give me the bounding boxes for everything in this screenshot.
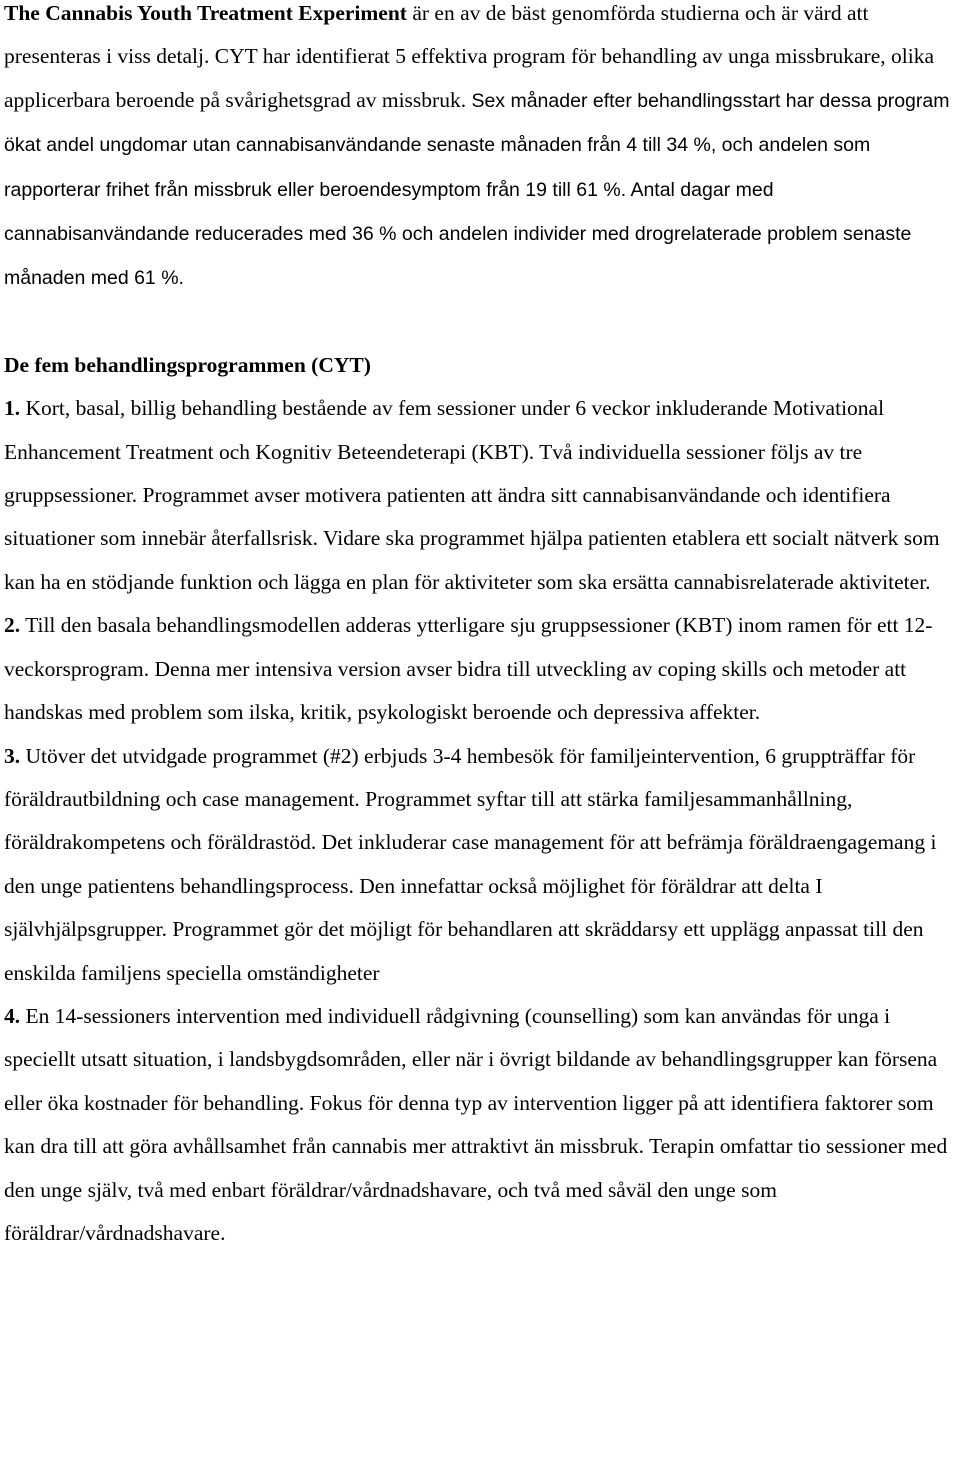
program-text: Utöver det utvidgade programmet (#2) erbjuds 3-4 hembesök för familjeintervention, 6 gruppträffar för föräldrautbildning och case management. Programmet syftar till att stärka familjesammanhållning, föräldrakompetens och föräldrastöd. Det inkluderar case management för att befrämja föräldraengagemang i den unge patientens behandlingsprocess. Den innefattar också möjlighet för föräldrar att delta I självhjälpsgrupper. Programmet gör det möjligt för behandlaren att skräddarsy ett upplägg anpassat till den enskilda familjens speciella omständigheter bbox=[4, 743, 937, 985]
program-item bbox=[4, 735, 956, 995]
program-item bbox=[4, 995, 956, 1255]
program-number: 2. bbox=[4, 613, 21, 638]
program-number: 1. bbox=[4, 396, 21, 421]
program-text: En 14-sessioners intervention med individuell rådgivning (counselling) som kan användas för unga i speciellt utsatt situation, i landsbygdsområden, eller när i övrigt bildande av behandlingsgrupper kan försena eller öka kostnader för behandling. Fokus för denna typ av intervention ligger på att identifiera faktorer som kan dra till att göra avhållsamhet från cannabis mer attraktivt än missbruk. Terapin omfattar tio sessioner med den unge själv, två med enbart föräldrar/vårdnadshavare, och två med såväl den unge som föräldrar/vårdnadshavare. bbox=[4, 1003, 948, 1245]
program-text: Kort, basal, billig behandling bestående av fem sessioner under 6 veckor inkluderande Motivational Enhancement Treatment och Kognitiv Beteendeterapi (KBT). Två individuella sessioner följs av tre gruppsessioner. Programmet avser motivera patienten att ändra sitt cannabisanvändande och identifiera situationer som innebär återfallsrisk. Vidare ska programmet hjälpa patienten etablera ett socialt nätverk som kan ha en stödjande funktion och lägga en plan för aktiviteter som ska ersätta cannabisrelaterade aktiviteter. bbox=[4, 396, 940, 594]
intro-results-text: Sex månader efter behandlingsstart har dessa program ökat andel ungdomar utan cannabisanvändande senaste månaden från 4 till 34 %, och andelen som rapporterar frihet från missbruk eller beroendesymptom från 19 till 61 %. Antal dagar med cannabisanvändande reducerades med 36 % och andelen individer med drogrelaterade problem senaste månaden med 61 %. bbox=[4, 89, 950, 290]
intro-text: är en av de bäst genomförda studierna och är värd att presenteras i viss detalj. CYT har identifierat 5 effektiva program för behandling av unga missbrukare, olika applicerbara beroende på svårighetsgrad av missbruk. bbox=[4, 1, 934, 112]
program-item bbox=[4, 387, 956, 604]
section-heading: De fem behandlingsprogrammen (CYT) bbox=[4, 352, 371, 377]
paragraph-gap bbox=[4, 301, 956, 344]
program-text: Till den basala behandlingsmodellen adderas ytterligare sju gruppsessioner (KBT) inom ramen för ett 12-veckorsprogram. Denna mer intensiva version avser bidra till utveckling av coping skills och metoder att handskas med problem som ilska, kritik, psykologiskt beroende och depressiva affekter. bbox=[4, 613, 933, 725]
intro-paragraph bbox=[4, 0, 956, 301]
program-number: 4. bbox=[4, 1003, 21, 1028]
program-item bbox=[4, 604, 956, 734]
study-name: The Cannabis Youth Treatment Experiment bbox=[4, 1, 407, 25]
program-number: 3. bbox=[4, 743, 21, 768]
document-page bbox=[4, 0, 956, 1255]
